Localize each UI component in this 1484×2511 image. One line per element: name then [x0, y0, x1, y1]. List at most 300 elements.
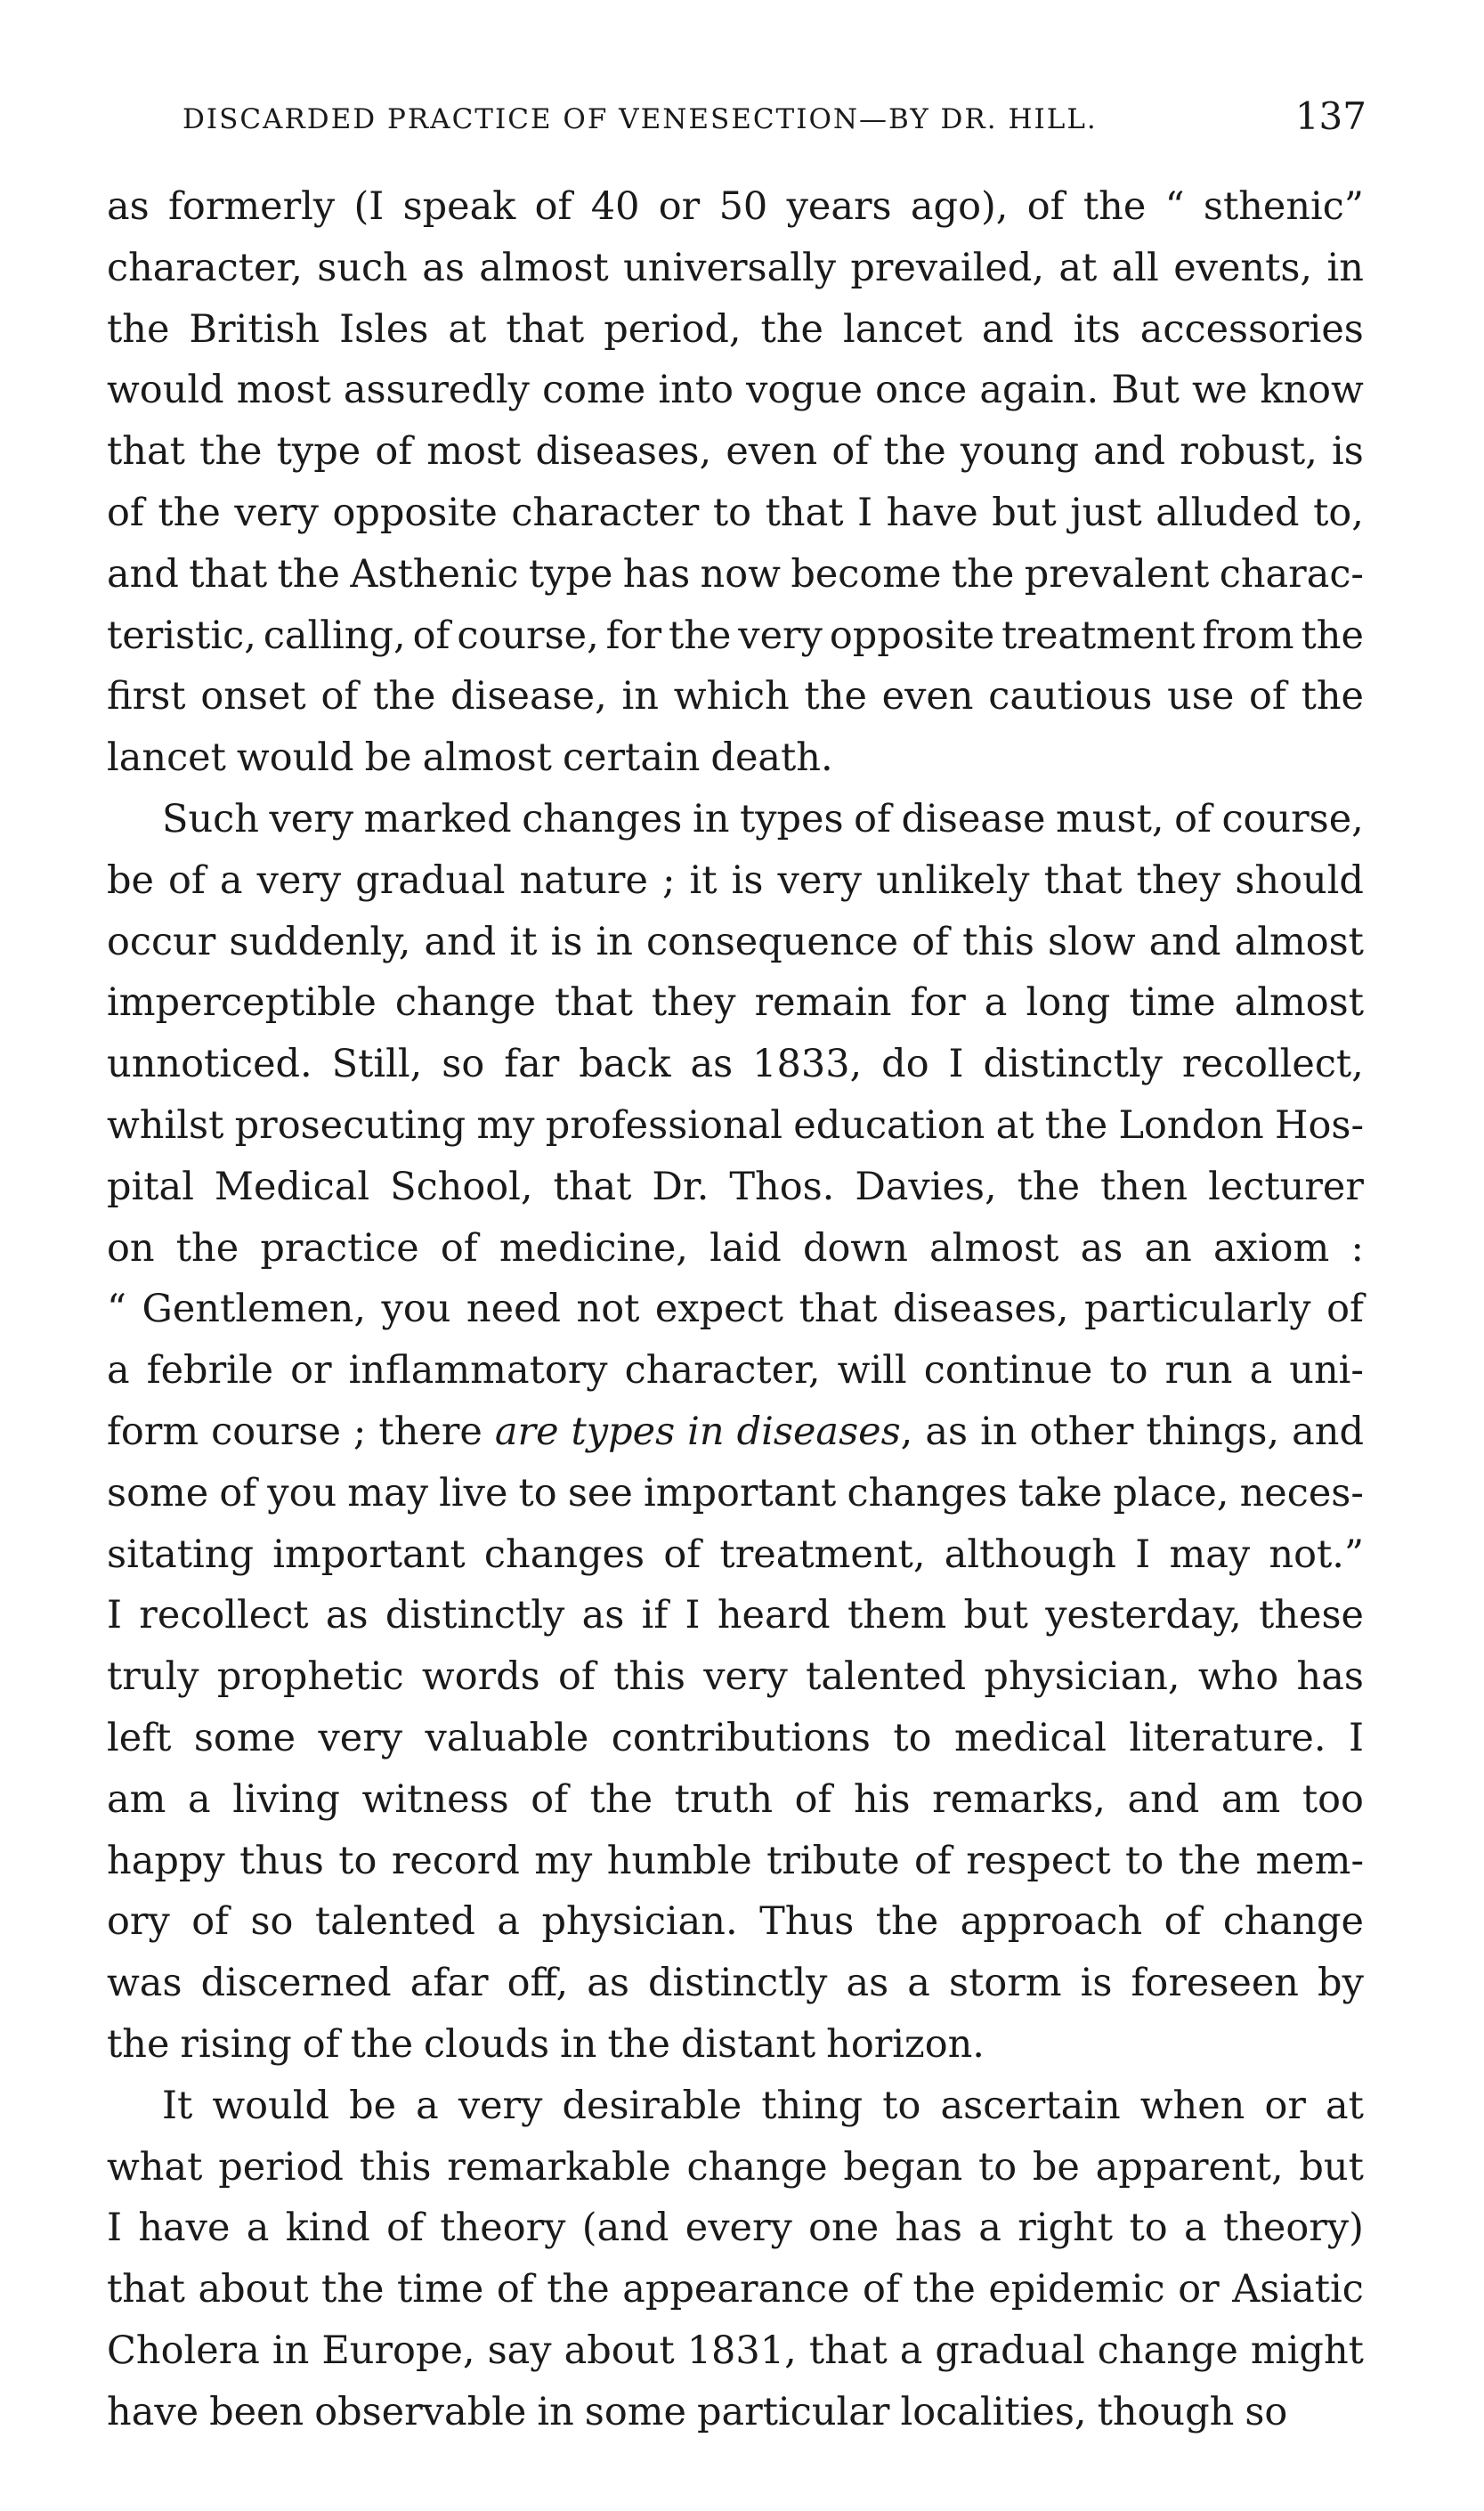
- word: changes: [483, 1532, 645, 1577]
- word: Asthenic: [350, 551, 519, 597]
- word: pital: [107, 1164, 194, 1209]
- word: a: [1249, 1348, 1273, 1394]
- word: even: [881, 674, 974, 719]
- text-line: [107, 1891, 1364, 1953]
- word: kind: [285, 2206, 370, 2251]
- word: prophetic: [216, 1654, 404, 1700]
- word: Gentlemen,: [142, 1287, 367, 1332]
- word: a: [1183, 2206, 1207, 2251]
- word: “: [1164, 184, 1185, 229]
- word: of: [496, 2267, 534, 2312]
- word: laid: [710, 1225, 782, 1271]
- word: sitating: [107, 1532, 254, 1577]
- word: very: [703, 1654, 788, 1700]
- word: just: [1070, 490, 1142, 535]
- word: change: [1097, 2328, 1238, 2373]
- word: a: [107, 1348, 130, 1394]
- word: of: [320, 674, 359, 719]
- word: It: [162, 2083, 193, 2128]
- word: British: [189, 306, 320, 352]
- word: distant: [680, 2021, 816, 2067]
- word: these: [1259, 1593, 1364, 1638]
- word: some: [107, 1470, 209, 1516]
- word: be: [349, 2083, 397, 2128]
- word: the: [1083, 184, 1147, 229]
- word: very: [318, 1715, 403, 1760]
- body-text: [107, 176, 1364, 2442]
- text-line: [107, 1585, 1364, 1646]
- word: remarkable: [447, 2144, 671, 2190]
- text-line: [107, 605, 1364, 667]
- word: know: [1260, 368, 1364, 413]
- word: all: [1111, 245, 1159, 290]
- word: of: [1326, 1287, 1364, 1332]
- word: sthenic”: [1203, 184, 1364, 229]
- word: recollect,: [1181, 1042, 1364, 1087]
- word: not.”: [1269, 1532, 1364, 1577]
- word: in: [272, 2328, 310, 2373]
- running-title: DISCARDED PRACTICE OF VENESECTION—BY DR. HILL.: [182, 103, 1098, 135]
- word: “: [107, 1287, 126, 1332]
- text-line: [107, 1953, 1364, 2014]
- word: calling,: [263, 613, 406, 658]
- word: important: [272, 1532, 466, 1577]
- text-line: [107, 2198, 1364, 2259]
- word: in: [621, 674, 659, 719]
- word: expect: [654, 1287, 783, 1332]
- word: medical: [953, 1715, 1107, 1760]
- word: Medical: [214, 1164, 370, 1209]
- word: run: [1164, 1348, 1233, 1394]
- word: one: [808, 2206, 880, 2251]
- word: of: [794, 1776, 832, 1822]
- word: of: [534, 184, 572, 229]
- word: opposite: [332, 490, 498, 535]
- word: witness: [361, 1776, 509, 1822]
- word: that: [506, 306, 585, 352]
- word: has: [1296, 1654, 1364, 1700]
- word: (I: [353, 184, 385, 229]
- word: I: [1135, 1532, 1151, 1577]
- word: began: [843, 2144, 963, 2190]
- word: that: [553, 1164, 632, 1209]
- word: see: [567, 1470, 633, 1516]
- word: education: [793, 1102, 985, 1148]
- word: very: [234, 490, 319, 535]
- word: localities,: [900, 2389, 1087, 2434]
- word: almost: [479, 245, 609, 290]
- word: events,: [1173, 245, 1313, 290]
- word: may: [1169, 1532, 1251, 1577]
- word: this: [962, 919, 1034, 964]
- word: the: [158, 490, 221, 535]
- word: most: [236, 368, 331, 413]
- word: of: [168, 857, 206, 903]
- word: on: [107, 1225, 155, 1271]
- word: of: [1026, 184, 1065, 229]
- word: a: [984, 980, 1008, 1026]
- word: its: [1073, 306, 1121, 352]
- word: valuable: [425, 1715, 589, 1760]
- word: and: [981, 306, 1054, 352]
- word: occur: [107, 919, 216, 964]
- word: a: [497, 1899, 521, 1945]
- word: respect: [966, 1838, 1111, 1883]
- word: imperceptible: [107, 980, 377, 1026]
- word: about: [198, 2267, 309, 2312]
- word: speak: [402, 184, 516, 229]
- word: of: [302, 2021, 340, 2067]
- word: talented: [806, 1654, 967, 1700]
- word: in: [1326, 245, 1364, 290]
- word: my: [534, 1838, 593, 1883]
- word: types: [739, 796, 844, 841]
- word: so: [250, 1899, 294, 1945]
- word: almost: [422, 735, 552, 781]
- word: that: [1043, 857, 1123, 903]
- word: the: [277, 551, 340, 597]
- word: the: [668, 613, 732, 658]
- word: very: [256, 857, 342, 903]
- word: physician.: [541, 1899, 738, 1945]
- word: at: [1325, 2083, 1364, 2128]
- word: professional: [545, 1102, 783, 1148]
- word: you: [381, 1287, 451, 1332]
- word: Isles: [339, 306, 429, 352]
- word: period,: [604, 306, 742, 352]
- word: a: [416, 2083, 439, 2128]
- word: to: [1129, 2206, 1168, 2251]
- word: almost: [1234, 980, 1364, 1026]
- word: literature.: [1129, 1715, 1326, 1760]
- word: about: [564, 2328, 675, 2373]
- word: 1831,: [686, 2328, 797, 2373]
- word: to,: [1313, 490, 1364, 535]
- word: lancet: [842, 306, 962, 352]
- word: onset: [200, 674, 306, 719]
- word: at: [1058, 245, 1098, 290]
- word: almost: [929, 1225, 1059, 1271]
- word: febrile: [146, 1348, 274, 1394]
- word: the: [547, 2267, 610, 2312]
- word: from: [1202, 613, 1294, 658]
- word: the: [1017, 1164, 1081, 1209]
- text-line: [107, 1708, 1364, 1769]
- word: and: [1148, 919, 1221, 964]
- word: remarks,: [932, 1776, 1106, 1822]
- word: first: [107, 674, 186, 719]
- word: to: [977, 2144, 1018, 2190]
- word: or: [658, 184, 701, 229]
- word: recollect: [139, 1593, 309, 1638]
- word: be: [107, 857, 154, 903]
- word: type: [276, 429, 361, 475]
- word: very: [458, 2083, 543, 2128]
- word: Davies,: [855, 1164, 997, 1209]
- word: although: [944, 1532, 1116, 1577]
- word: it: [509, 919, 538, 964]
- word: Thus: [759, 1899, 855, 1945]
- word: it: [689, 857, 718, 903]
- word: lancet: [107, 735, 226, 781]
- word: are: [494, 1409, 559, 1454]
- word: of: [862, 2267, 900, 2312]
- word: particular: [696, 2389, 890, 2434]
- word: prevailed,: [850, 245, 1044, 290]
- word: theory): [1222, 2206, 1364, 2251]
- word: (and: [581, 2206, 669, 2251]
- word: am: [107, 1776, 166, 1822]
- word: am: [1220, 1776, 1281, 1822]
- word: diseases,: [535, 429, 712, 475]
- word: Thos.: [729, 1164, 835, 1209]
- word: live: [439, 1470, 508, 1516]
- word: record: [391, 1838, 520, 1883]
- word: humble: [606, 1838, 752, 1883]
- word: whilst: [107, 1102, 224, 1148]
- word: would: [107, 368, 224, 413]
- word: use: [1167, 674, 1235, 719]
- word: Such: [162, 796, 259, 841]
- word: certain: [562, 735, 701, 781]
- word: every: [685, 2206, 792, 2251]
- word: observable: [314, 2389, 527, 2434]
- word: some: [584, 2389, 686, 2434]
- word: that: [189, 551, 268, 597]
- word: prosecuting: [234, 1102, 466, 1148]
- word: such: [317, 245, 408, 290]
- text-line: [107, 238, 1364, 299]
- word: School,: [390, 1164, 533, 1209]
- word: as: [422, 245, 465, 290]
- word: horizon.: [826, 2021, 985, 2067]
- word: some: [193, 1715, 296, 1760]
- word: of: [107, 490, 144, 535]
- text-line: [107, 299, 1364, 361]
- text-line: [107, 176, 1364, 238]
- word: 1833,: [752, 1042, 863, 1087]
- word: storm: [948, 1961, 1062, 2006]
- word: to: [893, 1715, 932, 1760]
- word: living: [232, 1776, 340, 1822]
- word: nature: [519, 857, 648, 903]
- word: that: [799, 1287, 878, 1332]
- word: will: [837, 1348, 907, 1394]
- word: disease: [901, 796, 1046, 841]
- word: must,: [1056, 796, 1164, 841]
- text-line: [107, 789, 1364, 850]
- word: I: [107, 2206, 122, 2251]
- word: is: [550, 919, 583, 964]
- word: tribute: [766, 1838, 900, 1883]
- word: cautious: [988, 674, 1153, 719]
- word: that: [107, 429, 185, 475]
- word: a: [899, 2328, 923, 2373]
- word: in: [692, 796, 730, 841]
- word: very: [777, 857, 863, 903]
- word: a: [187, 1776, 211, 1822]
- word: things,: [1146, 1409, 1280, 1454]
- word: or: [1178, 2267, 1220, 2312]
- word: course: [211, 1409, 341, 1454]
- word: yesterday,: [1045, 1593, 1242, 1638]
- word: which: [673, 674, 790, 719]
- word: course,: [1221, 796, 1364, 841]
- word: this: [359, 2144, 432, 2190]
- word: and: [1093, 429, 1166, 475]
- word: very: [738, 613, 823, 658]
- word: important: [643, 1470, 837, 1516]
- word: treatment: [1001, 613, 1196, 658]
- word: physician,: [984, 1654, 1180, 1700]
- word: in: [560, 2021, 597, 2067]
- word: his: [854, 1776, 911, 1822]
- word: the: [607, 2021, 670, 2067]
- word: ;: [661, 857, 676, 903]
- word: epidemic: [988, 2267, 1165, 2312]
- word: desirable: [562, 2083, 742, 2128]
- word: marked: [363, 796, 512, 841]
- word: distinctly: [983, 1042, 1163, 1087]
- text-line: [107, 1218, 1364, 1280]
- word: a: [219, 857, 243, 903]
- word: of: [854, 796, 891, 841]
- text-line: [107, 1034, 1364, 1095]
- text-line: [107, 850, 1364, 912]
- word: talented: [314, 1899, 475, 1945]
- word: you: [267, 1470, 337, 1516]
- word: discerned: [200, 1961, 392, 2006]
- word: 50: [718, 184, 768, 229]
- word: character: [511, 490, 700, 535]
- word: other: [1029, 1409, 1134, 1454]
- word: the: [373, 674, 436, 719]
- word: course,: [457, 613, 599, 658]
- word: remain: [754, 980, 892, 1026]
- word: distinctly: [385, 1593, 565, 1638]
- word: almost: [1234, 919, 1364, 964]
- word: change: [1222, 1899, 1364, 1945]
- word: or: [290, 1348, 332, 1394]
- word: of: [663, 1532, 701, 1577]
- word: years: [786, 184, 892, 229]
- word: robust,: [1180, 429, 1318, 475]
- word: into: [658, 368, 734, 413]
- word: the: [1044, 1102, 1108, 1148]
- word: Hos-: [1275, 1102, 1364, 1148]
- word: changes: [847, 1470, 1008, 1516]
- word: disease,: [450, 674, 607, 719]
- word: there: [378, 1409, 483, 1454]
- word: the: [912, 2267, 976, 2312]
- word: for: [605, 613, 662, 658]
- text-line: [107, 544, 1364, 605]
- word: of: [440, 1225, 478, 1271]
- word: I: [857, 490, 873, 535]
- word: when: [1139, 2083, 1245, 2128]
- text-line: [107, 1402, 1364, 1463]
- word: of: [191, 1899, 230, 1945]
- text-line: [107, 2382, 1364, 2443]
- word: particularly: [1084, 1287, 1311, 1332]
- word: Cholera: [107, 2328, 260, 2373]
- text-line: [107, 360, 1364, 421]
- word: at: [448, 306, 487, 352]
- word: have: [107, 2389, 199, 2434]
- word: foreseen: [1131, 1961, 1299, 2006]
- word: neces-: [1239, 1470, 1364, 1516]
- word: and: [107, 551, 179, 597]
- word: be: [364, 735, 412, 781]
- text-line: [107, 912, 1364, 973]
- word: to: [1109, 1348, 1148, 1394]
- word: become: [791, 551, 942, 597]
- word: contributions: [611, 1715, 871, 1760]
- word: London: [1118, 1102, 1264, 1148]
- text-line: [107, 972, 1364, 1034]
- text-line: [107, 727, 1364, 789]
- word: the: [175, 1225, 239, 1271]
- word: of: [914, 1838, 952, 1883]
- word: off,: [507, 1961, 569, 2006]
- word: unnoticed.: [107, 1042, 312, 1087]
- word: of: [831, 429, 870, 475]
- word: medicine,: [499, 1225, 688, 1271]
- word: would: [212, 2083, 329, 2128]
- word: continue: [923, 1348, 1093, 1394]
- word: they: [651, 980, 736, 1026]
- word: truth: [674, 1776, 774, 1822]
- word: do: [881, 1042, 929, 1087]
- word: this: [613, 1654, 685, 1700]
- word: prevalent: [1024, 551, 1210, 597]
- word: to: [338, 1838, 377, 1883]
- word: for: [910, 980, 966, 1026]
- word: charac-: [1219, 551, 1364, 597]
- word: have: [138, 2206, 231, 2251]
- word: mem-: [1255, 1838, 1364, 1883]
- word: I: [685, 1593, 701, 1638]
- word: the: [107, 306, 170, 352]
- word: left: [107, 1715, 172, 1760]
- text-line: [107, 1157, 1364, 1218]
- word: the: [107, 2021, 170, 2067]
- word: been: [209, 2389, 304, 2434]
- word: vogue: [746, 368, 863, 413]
- word: of: [219, 1470, 257, 1516]
- text-line: [107, 1463, 1364, 1524]
- word: treatment,: [719, 1532, 926, 1577]
- word: in: [596, 919, 633, 964]
- word: Dr.: [652, 1164, 710, 1209]
- word: be: [1032, 2144, 1080, 2190]
- word: as: [587, 1961, 629, 2006]
- text-line: [107, 1524, 1364, 1586]
- word: universally: [623, 245, 837, 290]
- word: come: [542, 368, 646, 413]
- word: far: [504, 1042, 560, 1087]
- running-head: [182, 91, 1366, 144]
- word: is: [1080, 1961, 1113, 2006]
- word: should: [1235, 857, 1364, 903]
- word: take: [1018, 1470, 1103, 1516]
- word: place,: [1113, 1470, 1229, 1516]
- word: clouds: [424, 2021, 550, 2067]
- text-line: [107, 1279, 1364, 1340]
- text-line: [107, 2320, 1364, 2382]
- word: as: [107, 184, 150, 229]
- word: teristic,: [107, 613, 256, 658]
